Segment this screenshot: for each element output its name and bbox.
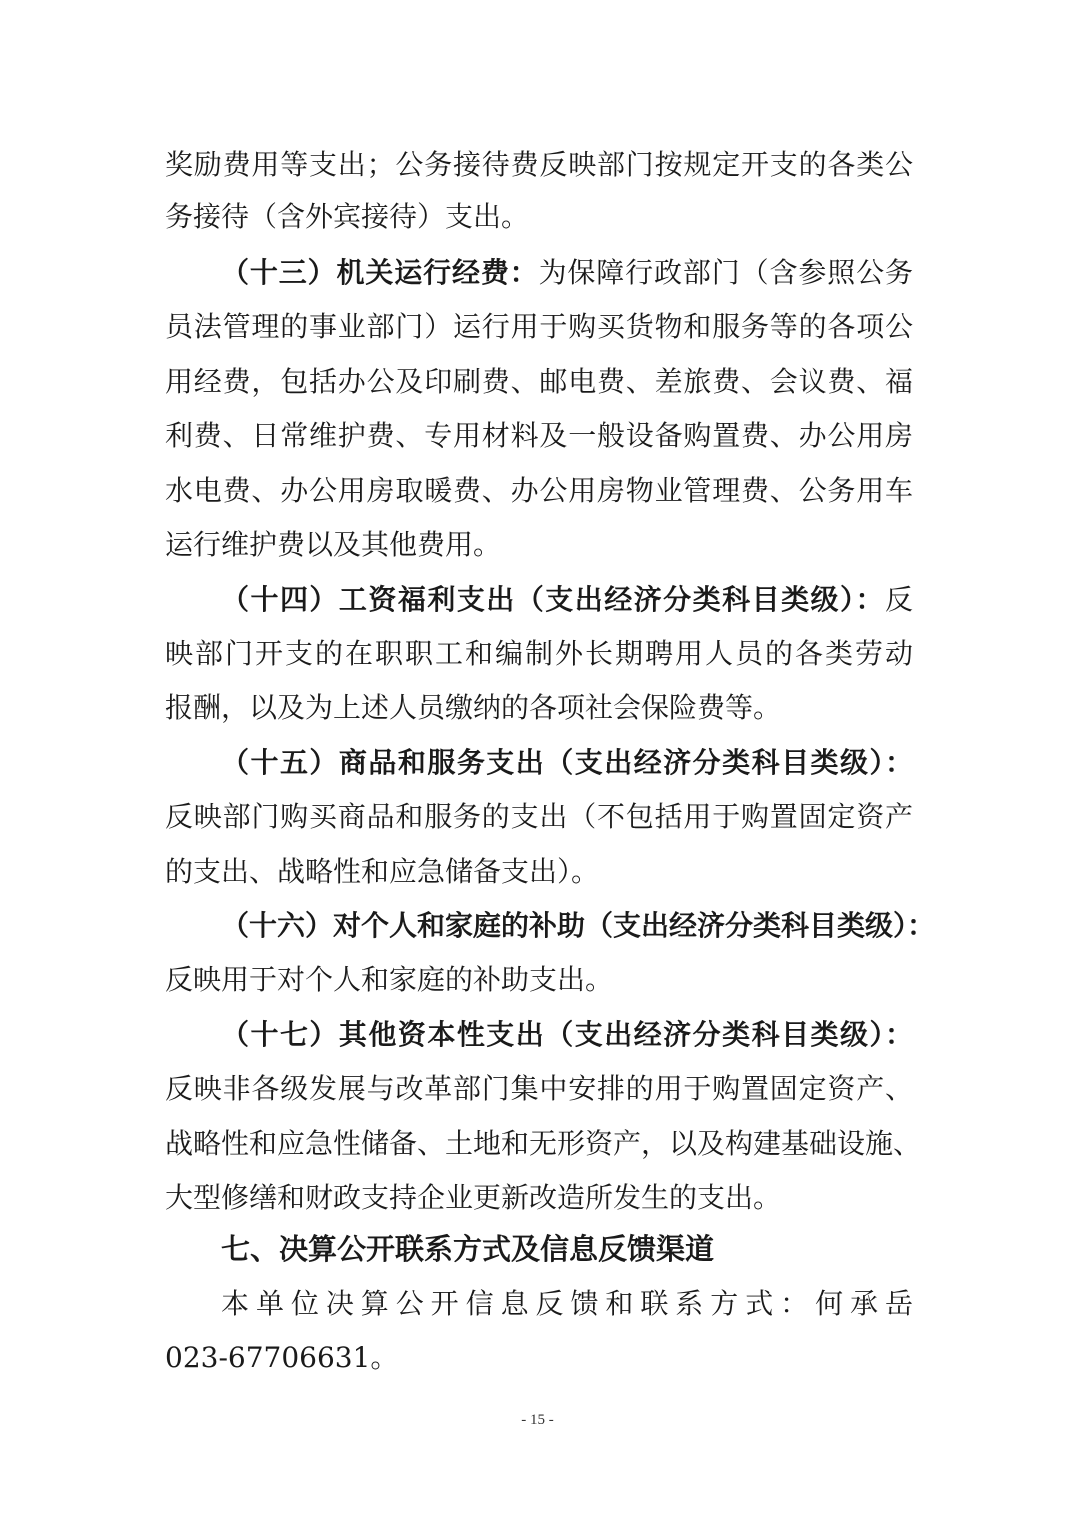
paragraph-17-title: （十七）其他资本性支出（支出经济分类科目类级）： <box>221 1018 913 1051</box>
paragraph-line: 映部门开支的在职职工和编制外长期聘用人员的各类劳动 <box>165 637 913 670</box>
paragraph-line: 奖励费用等支出；公务接待费反映部门按规定开支的各类公 <box>165 148 913 181</box>
paragraph-line: 务接待（含外宾接待）支出。 <box>165 200 530 233</box>
page-number: - 15 - <box>521 1412 554 1428</box>
paragraph-line: 023-67706631。 <box>165 1341 399 1374</box>
paragraph-14-line <box>221 570 913 630</box>
paragraph-13-title: （十三）机关运行经费： <box>221 256 539 289</box>
paragraph-14-title: （十四）工资福利支出（支出经济分类科目类级）： <box>221 583 885 616</box>
paragraph-13-line <box>221 243 913 303</box>
paragraph-15-line <box>221 733 913 793</box>
paragraph-17-line <box>221 1005 913 1065</box>
paragraph-line: 本单位决算公开信息反馈和联系方式：何承岳 <box>221 1287 913 1320</box>
paragraph-line: 的支出、战略性和应急储备支出）。 <box>165 855 600 888</box>
paragraph-line: 利费、日常维护费、专用材料及一般设备购置费、办公用房 <box>165 419 913 452</box>
paragraph-line: 报酬，以及为上述人员缴纳的各项社会保险费等。 <box>165 691 782 724</box>
paragraph-line: 大型修缮和财政支持企业更新改造所发生的支出。 <box>165 1181 782 1214</box>
paragraph-line: 员法管理的事业部门）运行用于购买货物和服务等的各项公 <box>165 310 913 343</box>
paragraph-line: 反映非各级发展与改革部门集中安排的用于购置固定资产、 <box>165 1072 913 1105</box>
paragraph-line: 用经费，包括办公及印刷费、邮电费、差旅费、会议费、福 <box>165 365 913 398</box>
paragraph-16-line <box>221 896 936 956</box>
paragraph-line: 反映用于对个人和家庭的补助支出。 <box>165 963 614 996</box>
paragraph-line: 战略性和应急性储备、土地和无形资产，以及构建基础设施、 <box>165 1127 922 1160</box>
paragraph-line: 反映部门购买商品和服务的支出（不包括用于购置固定资产 <box>165 800 913 833</box>
paragraph-13-text: 为保障行政部门（含参照公务 <box>538 256 913 289</box>
paragraph-14-text: 反 <box>884 583 913 616</box>
section-heading: 七、决算公开联系方式及信息反馈渠道 <box>221 1232 715 1266</box>
paragraph-line: 水电费、办公用房取暖费、办公用房物业管理费、公务用车 <box>165 474 913 507</box>
paragraph-line: 运行维护费以及其他费用。 <box>165 528 502 561</box>
paragraph-16-title: （十六）对个人和家庭的补助（支出经济分类科目类级）： <box>221 909 936 942</box>
paragraph-15-title: （十五）商品和服务支出（支出经济分类科目类级）： <box>221 746 913 779</box>
